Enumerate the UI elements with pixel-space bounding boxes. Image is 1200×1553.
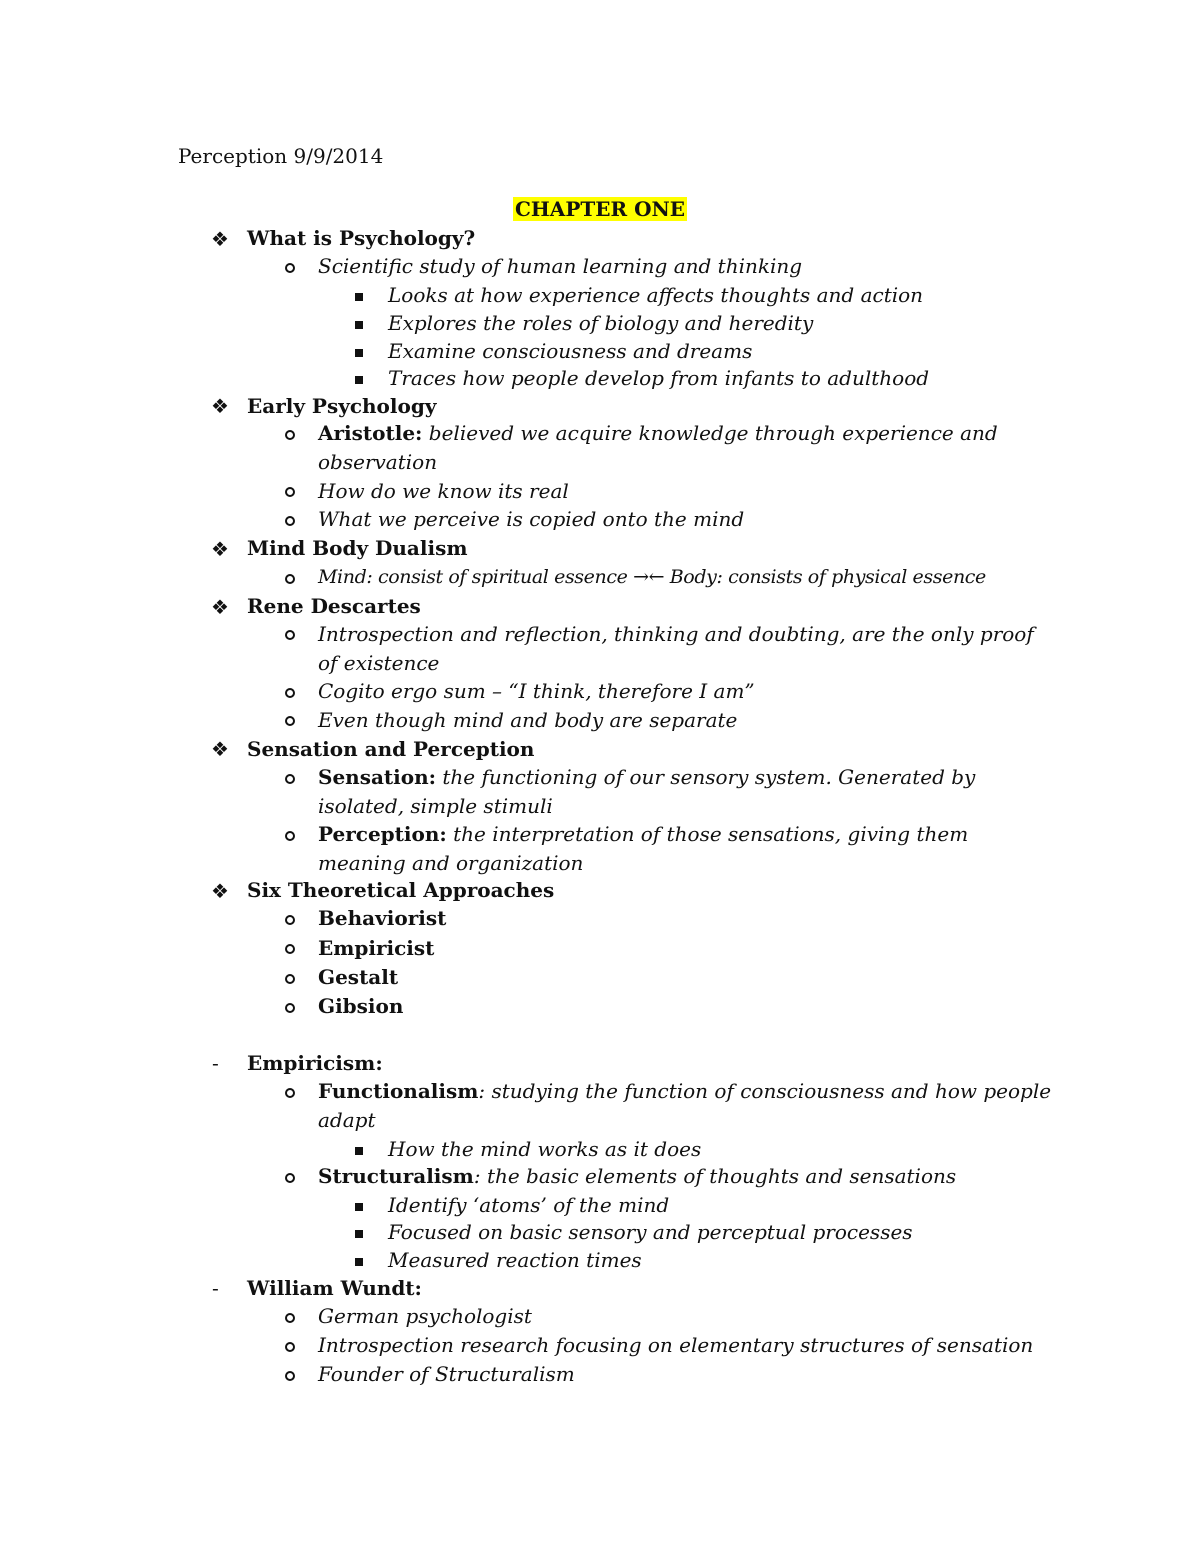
list-item: Traces how people develop from infants to adulthood bbox=[388, 366, 930, 390]
diamond-bullet-icon: ❖ bbox=[211, 595, 229, 619]
section-heading: Empiricism: bbox=[247, 1051, 383, 1075]
section-heading: What is Psychology? bbox=[247, 226, 476, 250]
list-item: Examine consciousness and dreams bbox=[388, 339, 753, 363]
circle-bullet-icon bbox=[285, 620, 295, 649]
list-item-continuation: observation bbox=[318, 450, 438, 474]
circle-bullet-icon bbox=[285, 934, 295, 963]
list-item: Empiricist bbox=[318, 936, 435, 960]
square-bullet-icon bbox=[355, 281, 363, 310]
list-item: Behaviorist bbox=[318, 906, 447, 930]
list-item: Introspection and reflection, thinking and doubting, are the only proof bbox=[318, 622, 1034, 646]
circle-bullet-icon bbox=[285, 964, 295, 993]
section-heading: Early Psychology bbox=[247, 394, 437, 418]
square-bullet-icon bbox=[355, 337, 363, 366]
list-item: Looks at how experience affects thoughts and action bbox=[388, 283, 924, 307]
square-bullet-icon bbox=[355, 1135, 363, 1164]
list-item: Structuralism: the basic elements of thoughts and sensations bbox=[318, 1164, 957, 1188]
chapter-heading-text: CHAPTER ONE bbox=[514, 197, 686, 221]
circle-bullet-icon bbox=[285, 905, 295, 934]
diamond-bullet-icon: ❖ bbox=[211, 227, 229, 251]
list-item: Even though mind and body are separate bbox=[318, 708, 738, 732]
circle-bullet-icon bbox=[285, 564, 295, 593]
circle-bullet-icon bbox=[285, 993, 295, 1022]
circle-bullet-icon bbox=[285, 477, 295, 506]
diamond-bullet-icon: ❖ bbox=[211, 737, 229, 761]
list-item-continuation: isolated, simple stimuli bbox=[318, 794, 553, 818]
list-item: Mind: consist of spiritual essence →← Body: consists of physical essence bbox=[318, 566, 986, 588]
diamond-bullet-icon: ❖ bbox=[211, 394, 229, 418]
list-item: Identify ‘atoms’ of the mind bbox=[388, 1193, 670, 1217]
dash-bullet: - bbox=[212, 1051, 219, 1075]
list-item: Gibsion bbox=[318, 994, 404, 1018]
diamond-bullet-icon: ❖ bbox=[211, 537, 229, 561]
list-item: Focused on basic sensory and perceptual processes bbox=[388, 1220, 913, 1244]
section-heading: Rene Descartes bbox=[247, 594, 421, 618]
square-bullet-icon bbox=[355, 1191, 363, 1220]
dash-bullet: - bbox=[212, 1276, 219, 1300]
section-heading: Six Theoretical Approaches bbox=[247, 878, 555, 902]
page-title: Perception 9/9/2014 bbox=[178, 144, 384, 168]
square-bullet-icon bbox=[355, 309, 363, 338]
diamond-bullet-icon: ❖ bbox=[211, 879, 229, 903]
square-bullet-icon bbox=[355, 1246, 363, 1275]
circle-bullet-icon bbox=[285, 706, 295, 735]
circle-bullet-icon bbox=[285, 764, 295, 793]
list-item: Aristotle: believed we acquire knowledge through experience and bbox=[318, 421, 998, 445]
square-bullet-icon bbox=[355, 364, 363, 393]
circle-bullet-icon bbox=[285, 1361, 295, 1390]
circle-bullet-icon bbox=[285, 420, 295, 449]
list-item: What we perceive is copied onto the mind bbox=[318, 507, 745, 531]
list-item: Explores the roles of biology and heredity bbox=[388, 311, 814, 335]
circle-bullet-icon bbox=[285, 253, 295, 282]
circle-bullet-icon bbox=[285, 1332, 295, 1361]
list-item: Introspection research focusing on elementary structures of sensation bbox=[318, 1333, 1034, 1357]
list-item: German psychologist bbox=[318, 1304, 532, 1328]
list-item: Perception: the interpretation of those sensations, giving them bbox=[318, 822, 969, 846]
list-item: Founder of Structuralism bbox=[318, 1362, 575, 1386]
circle-bullet-icon bbox=[285, 506, 295, 535]
circle-bullet-icon bbox=[285, 1163, 295, 1192]
list-item: Cogito ergo sum – “I think, therefore I am” bbox=[318, 679, 755, 703]
list-item: Functionalism: studying the function of consciousness and how people bbox=[318, 1079, 1052, 1103]
list-item: Gestalt bbox=[318, 965, 399, 989]
circle-bullet-icon bbox=[285, 1078, 295, 1107]
circle-bullet-icon bbox=[285, 821, 295, 850]
list-item-continuation: meaning and organization bbox=[318, 851, 584, 875]
square-bullet-icon bbox=[355, 1218, 363, 1247]
circle-bullet-icon bbox=[285, 1303, 295, 1332]
section-heading: William Wundt: bbox=[247, 1276, 422, 1300]
list-item: How do we know its real bbox=[318, 479, 569, 503]
list-item-continuation: adapt bbox=[318, 1108, 376, 1132]
section-heading: Sensation and Perception bbox=[247, 737, 535, 761]
list-item: Sensation: the functioning of our sensory system. Generated by bbox=[318, 765, 976, 789]
list-item: How the mind works as it does bbox=[388, 1137, 702, 1161]
section-heading: Mind Body Dualism bbox=[247, 536, 468, 560]
chapter-heading bbox=[0, 197, 1200, 221]
list-item: Measured reaction times bbox=[388, 1248, 642, 1272]
circle-bullet-icon bbox=[285, 678, 295, 707]
list-item-continuation: of existence bbox=[318, 651, 440, 675]
list-item: Scientific study of human learning and thinking bbox=[318, 254, 803, 278]
